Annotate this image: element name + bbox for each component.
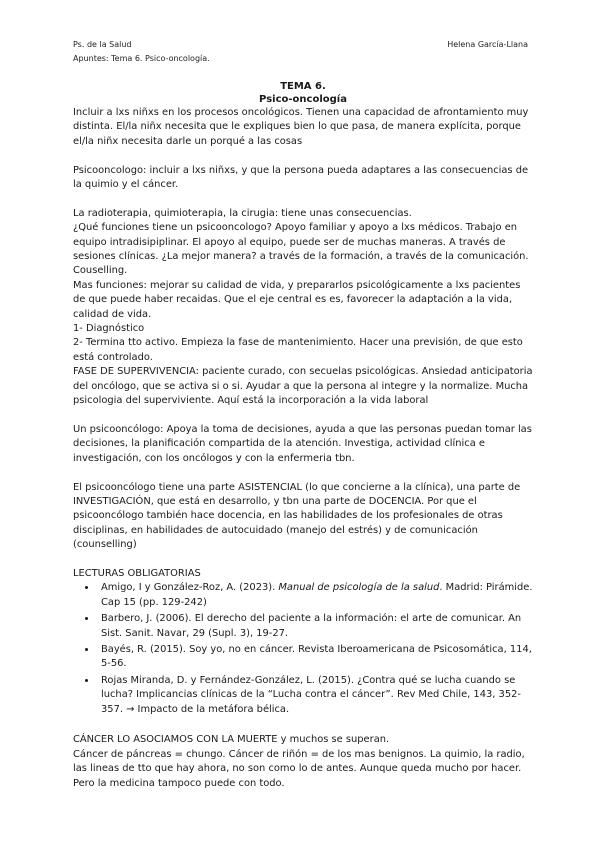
title-line-1: TEMA 6. bbox=[280, 81, 326, 92]
title-line-2: Psico-oncología bbox=[259, 94, 347, 105]
reading-item bbox=[97, 581, 533, 610]
page-header-left bbox=[73, 38, 210, 66]
readings-list bbox=[73, 581, 533, 717]
paragraph-children: Incluir a lxs niñxs en los procesos oncológicos. Tienen una capacidad de afrontamiento muy distinta. El/la niñx necesita que le expliques bien lo que pasa, de manera explícita, porque el/la niñx necesita darle un porqué a las cosas bbox=[73, 107, 529, 147]
paragraph-survival-phase: FASE DE SUPERVIVENCIA: paciente curado, con secuelas psicológicas. Ansiedad anticipatoria del oncólogo, que se activa si o si. Ayudar a que la persona al integre y la normalize. Mucha psicologia del superviviente. Aquí está la incorporación a la vida laboral bbox=[73, 366, 533, 407]
header-author: Helena García-Llana bbox=[447, 40, 528, 49]
header-subject: Ps. de la Salud bbox=[73, 40, 132, 49]
paragraph-treatments: La radioterapia, quimioterapia, la cirugia: tiene unas consecuencias. bbox=[73, 207, 412, 219]
document-title bbox=[73, 80, 533, 106]
reading-1-post: . Madrid: Pirámide. Cap 15 (pp. 129-242) bbox=[101, 582, 533, 608]
paragraph-functions: ¿Qué funciones tiene un psicooncologo? Apoyo familiar y apoyo a lxs médicos. Trabajo en equipo intradisipiplinar. El apoyo al equipo, puede ser de muchas maneras. A través de sesiones clínicas. ¿La mejor manera? a través de la formación, a través de la comunicación. Couselling. bbox=[73, 222, 529, 277]
reading-item: • Rojas Miranda, D. y Fernández-González, L. (2015). ¿Contra qué se lucha cuando se lucha? Implicancias clínicas de la “Lucha contra el cáncer”. Rev Med Chile, 143, 352-357. → Impacto de la metáfora bélica. bbox=[97, 674, 533, 717]
paragraph-phase-2: 2- Termina tto activo. Empieza la fase de mantenimiento. Hacer una previsión, de que esto está controlado. bbox=[73, 337, 523, 363]
header-notes: Apuntes: Tema 6. Psico-oncología. bbox=[73, 54, 210, 63]
paragraph-psychooncologist: Psicooncologo: incluir a lxs niñxs, y que la persona pueda adaptares a las consecuencias de la quimio y el cáncer. bbox=[73, 164, 529, 191]
paragraph-decision-support: Un psicooncólogo: Apoya la toma de decisiones, ayuda a que las personas puedan tomar las decisiones, la planificación compartida de la atención. Investiga, actividad clínica e investigación, con los oncólogos y con la enfermeria tbn. bbox=[73, 423, 532, 464]
page-header-right bbox=[447, 38, 528, 52]
document-body bbox=[73, 80, 533, 791]
reading-1-book-title: Manual de psicología de la salud bbox=[278, 582, 440, 594]
paragraph-cancer-types: Cáncer de páncreas = chungo. Cáncer de riñón = de los mas benignos. La quimio, la radio, las lineas de tto que hay ahora, no son como lo de antes. Aunque queda mucho por hacer. Pero la medicina tampoco puede con todo. bbox=[73, 748, 525, 789]
paragraph-phase-1: 1- Diagnóstico bbox=[73, 323, 145, 335]
paragraph-roles: El psicooncólogo tiene una parte ASISTENCIAL (lo que concierne a la clínica), una parte de INVESTIGACIÓN, que está en desarrollo, y tbn una parte de DOCENCIA. Por que el psicooncólogo también hace docencia, en las habilidades de los profesionales de otras disciplinas, en habilidades de autocuidado (manejo del estrés) y de comunicación (counselling) bbox=[73, 481, 521, 551]
reading-item: • Bayés, R. (2015). Soy yo, no en cáncer. Revista Iberoamericana de Psicosomática, 114, 5-56. bbox=[97, 643, 533, 672]
paragraph-cancer-death: CÁNCER LO ASOCIAMOS CON LA MUERTE y muchos se superan. bbox=[73, 734, 390, 746]
paragraph-more-functions: Mas funciones: mejorar su calidad de vida, y prepararlos psicológicamente a lxs pacientes de que puede haber recaidas. Que el eje central es es, favorecer la adaptación a la vida, calidad de vida. bbox=[73, 279, 521, 320]
reading-item: • Barbero, J. (2006). El derecho del paciente a la información: el arte de comunicar. An Sist. Sanit. Navar, 29 (Supl. 3), 19-27. bbox=[97, 612, 533, 641]
reading-1-pre: Amigo, I y González-Roz, A. (2023). bbox=[101, 582, 279, 594]
readings-heading: LECTURAS OBLIGATORIAS bbox=[73, 567, 201, 579]
